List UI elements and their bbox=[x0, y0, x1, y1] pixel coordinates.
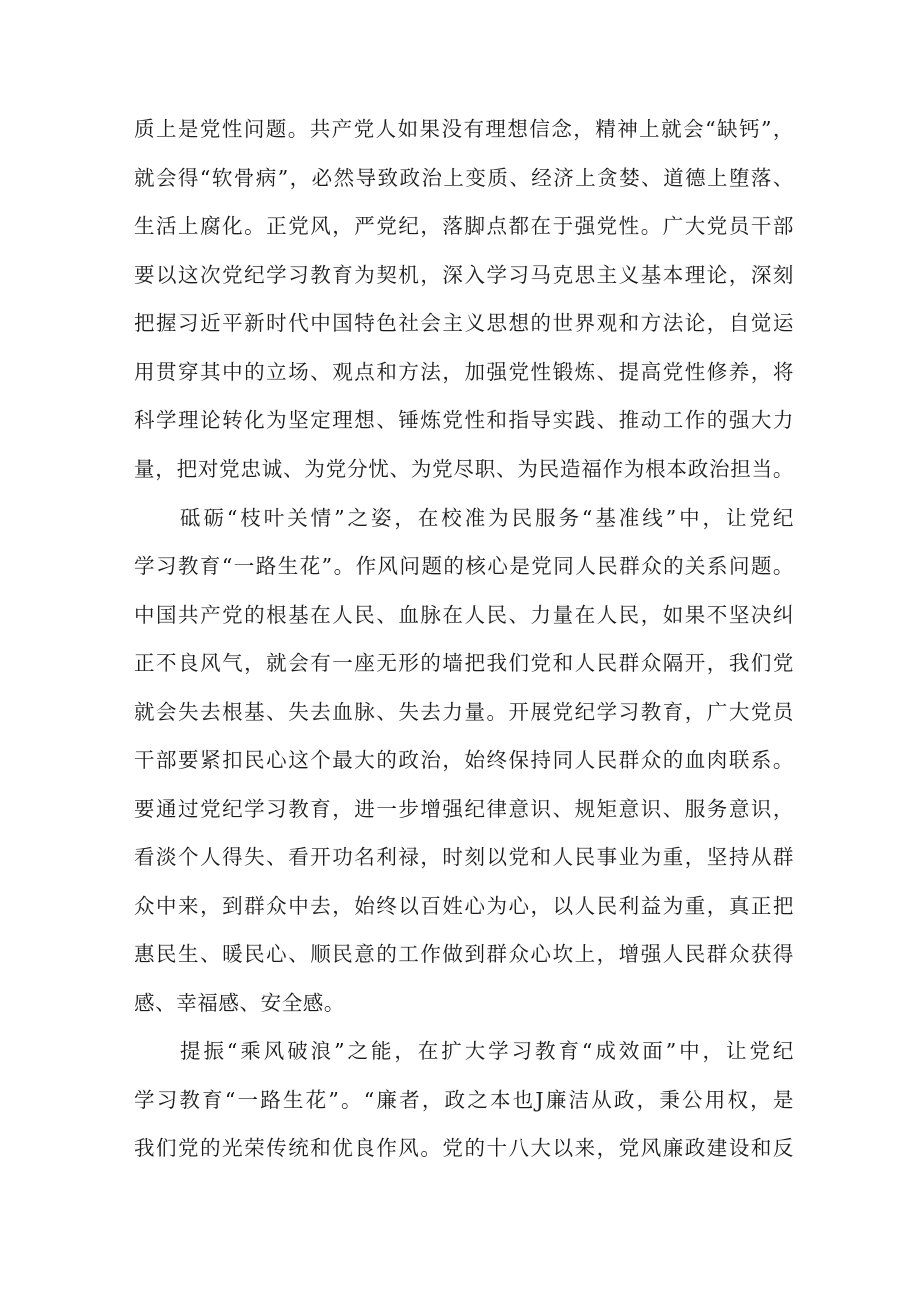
paragraph-2-line-6: 干部要紧扣民心这个最大的政治，始终保持同人民群众的血肉联系。 bbox=[134, 748, 794, 772]
paragraph-2-line-4: 正不良风气，就会有一座无形的墙把我们党和人民群众隔开，我们党 bbox=[134, 651, 794, 675]
paragraph-2-line-8: 看淡个人得失、看开功名利禄，时刻以党和人民事业为重，坚持从群 bbox=[134, 845, 794, 869]
paragraph-2-line-7: 要通过党纪学习教育，进一步增强纪律意识、规矩意识、服务意识， bbox=[134, 797, 794, 821]
paragraph-1-line-6: 用贯穿其中的立场、观点和方法，加强党性锻炼、提高党性修养，将 bbox=[134, 360, 794, 384]
paragraph-1-line-3: 生活上腐化。正党风，严党纪，落脚点都在于强党性。广大党员干部 bbox=[134, 214, 794, 238]
paragraph-3-line-1: 提振“乘风破浪”之能，在扩大学习教育“成效面”中，让党纪 bbox=[180, 1039, 794, 1063]
paragraph-1-line-5: 把握习近平新时代中国特色社会主义思想的世界观和方法论，自觉运 bbox=[134, 311, 794, 335]
paragraph-2-line-2: 学习教育“一路生花”。作风问题的核心是党同人民群众的关系问题。 bbox=[134, 554, 794, 578]
paragraph-1-line-8: 量，把对党忠诚、为党分忧、为党尽职、为民造福作为根本政治担当。 bbox=[134, 457, 794, 481]
paragraph-1-line-4: 要以这次党纪学习教育为契机，深入学习马克思主义基本理论，深刻 bbox=[134, 263, 794, 287]
paragraph-2-line-5: 就会失去根基、失去血脉、失去力量。开展党纪学习教育，广大党员 bbox=[134, 700, 794, 724]
paragraph-3-line-3: 我们党的光荣传统和优良作风。党的十八大以来，党风廉政建设和反 bbox=[134, 1136, 794, 1160]
paragraph-2-line-3: 中国共产党的根基在人民、血脉在人民、力量在人民，如果不坚决纠 bbox=[134, 603, 794, 627]
paragraph-3-line-2: 学习教育“一路生花”。“廉者，政之本也J廉洁从政，秉公用权，是 bbox=[134, 1088, 794, 1112]
paragraph-1-line-2: 就会得“软骨病”，必然导致政治上变质、经济上贪婪、道德上堕落、 bbox=[134, 166, 794, 190]
paragraph-2-line-11: 感、幸福感、安全感。 bbox=[134, 991, 345, 1015]
paragraph-2-line-1: 砥砺“枝叶关情”之姿，在校准为民服务“基准线”中，让党纪 bbox=[180, 506, 794, 530]
paragraph-2-line-9: 众中来，到群众中去，始终以百姓心为心，以人民利益为重，真正把 bbox=[134, 894, 794, 918]
paragraph-2-line-10: 惠民生、暖民心、顺民意的工作做到群众心坎上，增强人民群众获得 bbox=[134, 942, 794, 966]
paragraph-1-line-7: 科学理论转化为坚定理想、锤炼党性和指导实践、推动工作的强大力 bbox=[134, 408, 794, 432]
paragraph-1-line-1: 质上是党性问题。共产党人如果没有理想信念，精神上就会“缺钙”， bbox=[134, 117, 794, 141]
